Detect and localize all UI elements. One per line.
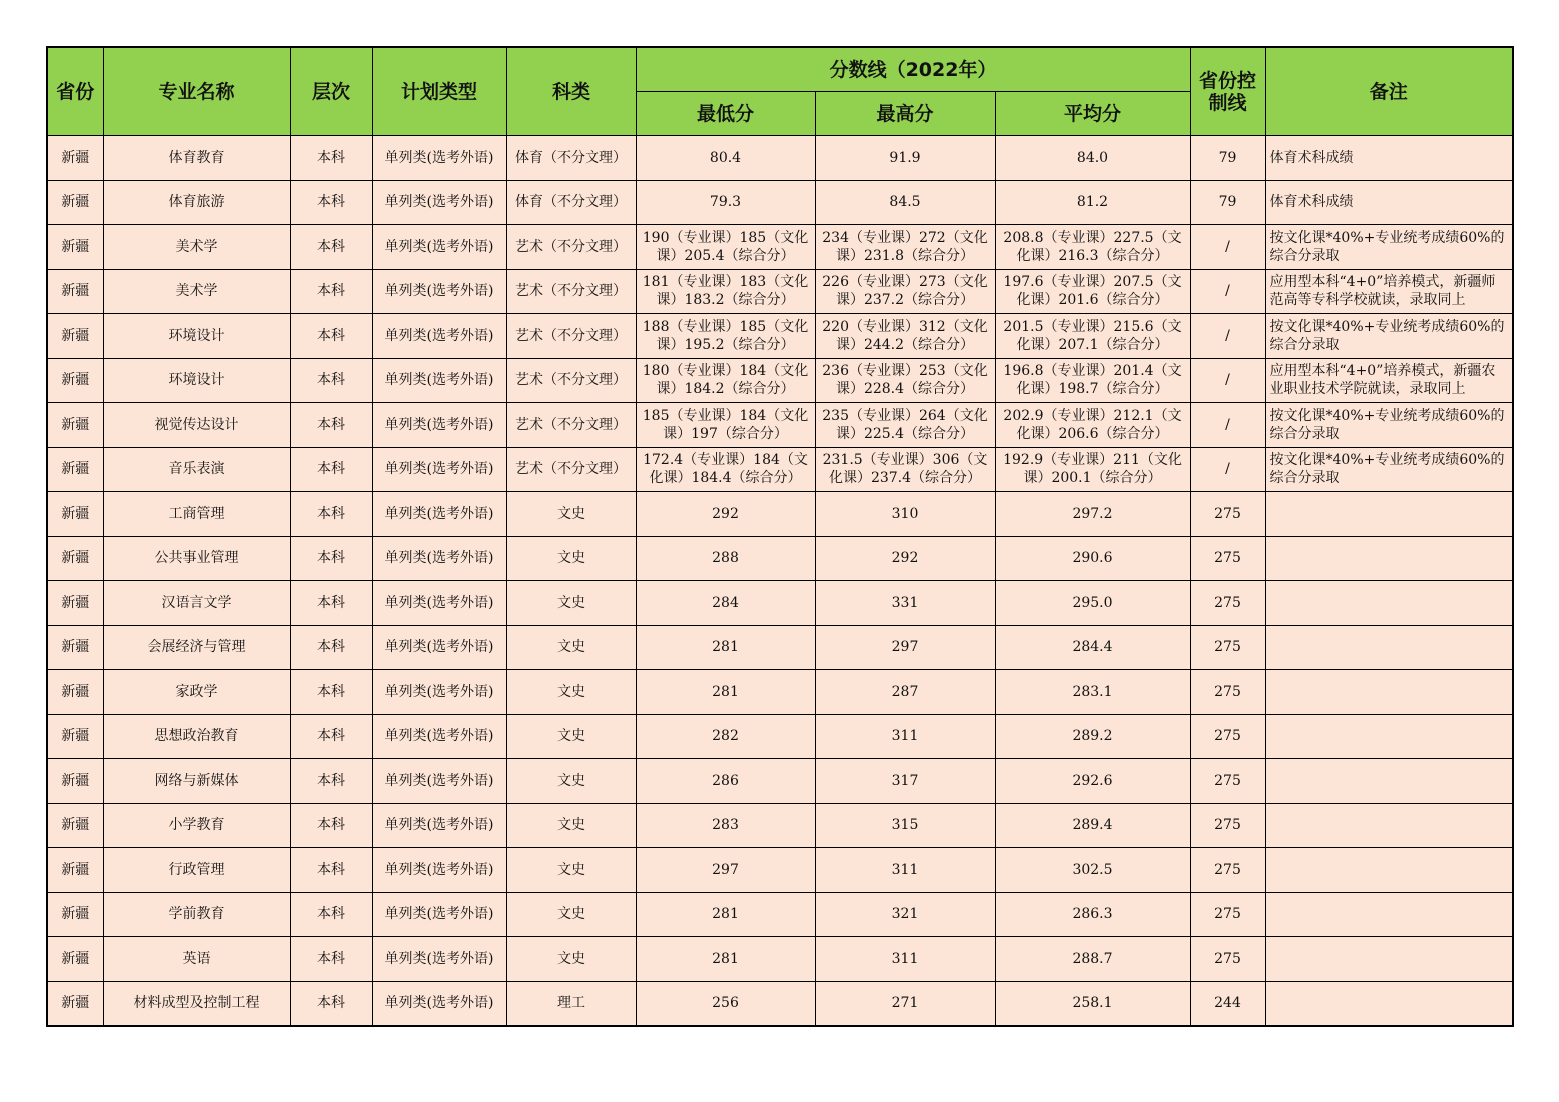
cell-max-score: 315 <box>815 803 995 848</box>
cell-category: 文史 <box>506 581 636 626</box>
cell-level: 本科 <box>290 714 372 759</box>
cell-control-line: 275 <box>1190 581 1265 626</box>
table-row <box>47 314 1513 359</box>
cell-level: 本科 <box>290 536 372 581</box>
cell-category: 文史 <box>506 759 636 804</box>
cell-level: 本科 <box>290 803 372 848</box>
cell-remark <box>1265 759 1513 804</box>
cell-major: 音乐表演 <box>103 447 290 492</box>
cell-province: 新疆 <box>47 892 103 937</box>
table-row <box>47 803 1513 848</box>
table-header <box>47 47 1513 136</box>
cell-level: 本科 <box>290 180 372 225</box>
cell-min-score: 188（专业课）185（文化课）195.2（综合分） <box>636 314 815 359</box>
cell-max-score: 311 <box>815 937 995 982</box>
table-row <box>47 981 1513 1026</box>
cell-category: 艺术（不分文理） <box>506 358 636 403</box>
cell-min-score: 256 <box>636 981 815 1026</box>
cell-avg-score: 283.1 <box>995 670 1190 715</box>
cell-plan-type: 单列类(选考外语) <box>372 269 506 314</box>
cell-category: 艺术（不分文理） <box>506 447 636 492</box>
cell-level: 本科 <box>290 314 372 359</box>
cell-level: 本科 <box>290 403 372 448</box>
cell-control-line: 79 <box>1190 136 1265 181</box>
cell-level: 本科 <box>290 892 372 937</box>
cell-category: 体育（不分文理） <box>506 136 636 181</box>
header-level: 层次 <box>290 47 372 136</box>
cell-avg-score: 289.4 <box>995 803 1190 848</box>
cell-avg-score: 295.0 <box>995 581 1190 626</box>
cell-level: 本科 <box>290 225 372 270</box>
cell-avg-score: 292.6 <box>995 759 1190 804</box>
cell-plan-type: 单列类(选考外语) <box>372 981 506 1026</box>
cell-major: 网络与新媒体 <box>103 759 290 804</box>
cell-control-line: 79 <box>1190 180 1265 225</box>
table-row <box>47 403 1513 448</box>
cell-min-score: 79.3 <box>636 180 815 225</box>
cell-level: 本科 <box>290 625 372 670</box>
cell-min-score: 180（专业课）184（文化课）184.2（综合分） <box>636 358 815 403</box>
cell-avg-score: 290.6 <box>995 536 1190 581</box>
cell-control-line: 275 <box>1190 714 1265 759</box>
cell-plan-type: 单列类(选考外语) <box>372 180 506 225</box>
cell-plan-type: 单列类(选考外语) <box>372 759 506 804</box>
cell-category: 文史 <box>506 492 636 537</box>
cell-avg-score: 81.2 <box>995 180 1190 225</box>
cell-avg-score: 201.5（专业课）215.6（文化课）207.1（综合分） <box>995 314 1190 359</box>
cell-category: 体育（不分文理） <box>506 180 636 225</box>
table-body <box>47 136 1513 1027</box>
cell-plan-type: 单列类(选考外语) <box>372 403 506 448</box>
cell-major: 公共事业管理 <box>103 536 290 581</box>
cell-plan-type: 单列类(选考外语) <box>372 536 506 581</box>
cell-remark: 体育术科成绩 <box>1265 180 1513 225</box>
cell-major: 学前教育 <box>103 892 290 937</box>
cell-province: 新疆 <box>47 136 103 181</box>
cell-level: 本科 <box>290 670 372 715</box>
cell-remark: 应用型本科“4+0”培养模式，新疆师范高等专科学校就读，录取同上 <box>1265 269 1513 314</box>
cell-min-score: 185（专业课）184（文化课）197（综合分） <box>636 403 815 448</box>
cell-level: 本科 <box>290 848 372 893</box>
cell-category: 艺术（不分文理） <box>506 269 636 314</box>
cell-control-line: 275 <box>1190 759 1265 804</box>
cell-level: 本科 <box>290 447 372 492</box>
cell-major: 小学教育 <box>103 803 290 848</box>
cell-major: 视觉传达设计 <box>103 403 290 448</box>
cell-control-line: 275 <box>1190 848 1265 893</box>
cell-province: 新疆 <box>47 447 103 492</box>
cell-avg-score: 286.3 <box>995 892 1190 937</box>
table-row <box>47 269 1513 314</box>
cell-remark <box>1265 848 1513 893</box>
cell-min-score: 284 <box>636 581 815 626</box>
cell-province: 新疆 <box>47 492 103 537</box>
cell-min-score: 288 <box>636 536 815 581</box>
table-row <box>47 848 1513 893</box>
table-row <box>47 492 1513 537</box>
cell-major: 汉语言文学 <box>103 581 290 626</box>
cell-remark <box>1265 714 1513 759</box>
cell-province: 新疆 <box>47 759 103 804</box>
cell-avg-score: 208.8（专业课）227.5（文化课）216.3（综合分） <box>995 225 1190 270</box>
cell-province: 新疆 <box>47 625 103 670</box>
cell-category: 文史 <box>506 714 636 759</box>
cell-major: 体育旅游 <box>103 180 290 225</box>
cell-min-score: 190（专业课）185（文化课）205.4（综合分） <box>636 225 815 270</box>
cell-province: 新疆 <box>47 937 103 982</box>
cell-max-score: 91.9 <box>815 136 995 181</box>
cell-avg-score: 302.5 <box>995 848 1190 893</box>
cell-category: 文史 <box>506 536 636 581</box>
cell-plan-type: 单列类(选考外语) <box>372 892 506 937</box>
cell-min-score: 281 <box>636 892 815 937</box>
cell-category: 文史 <box>506 937 636 982</box>
cell-max-score: 226（专业课）273（文化课）237.2（综合分） <box>815 269 995 314</box>
table-row <box>47 536 1513 581</box>
cell-plan-type: 单列类(选考外语) <box>372 581 506 626</box>
cell-level: 本科 <box>290 937 372 982</box>
cell-control-line: 275 <box>1190 536 1265 581</box>
cell-level: 本科 <box>290 492 372 537</box>
cell-remark <box>1265 581 1513 626</box>
cell-max-score: 311 <box>815 714 995 759</box>
cell-control-line: / <box>1190 403 1265 448</box>
cell-max-score: 84.5 <box>815 180 995 225</box>
cell-province: 新疆 <box>47 714 103 759</box>
cell-control-line: 244 <box>1190 981 1265 1026</box>
table-row <box>47 447 1513 492</box>
header-major: 专业名称 <box>103 47 290 136</box>
header-plan-type: 计划类型 <box>372 47 506 136</box>
header-province: 省份 <box>47 47 103 136</box>
cell-min-score: 283 <box>636 803 815 848</box>
cell-major: 工商管理 <box>103 492 290 537</box>
cell-control-line: 275 <box>1190 492 1265 537</box>
cell-remark <box>1265 937 1513 982</box>
cell-avg-score: 192.9（专业课）211（文化课）200.1（综合分） <box>995 447 1190 492</box>
cell-major: 会展经济与管理 <box>103 625 290 670</box>
header-score-group: 分数线（2022年） <box>636 47 1190 92</box>
cell-max-score: 236（专业课）253（文化课）228.4（综合分） <box>815 358 995 403</box>
table-row <box>47 892 1513 937</box>
cell-max-score: 235（专业课）264（文化课）225.4（综合分） <box>815 403 995 448</box>
cell-remark <box>1265 892 1513 937</box>
cell-max-score: 231.5（专业课）306（文化课）237.4（综合分） <box>815 447 995 492</box>
cell-avg-score: 202.9（专业课）212.1（文化课）206.6（综合分） <box>995 403 1190 448</box>
cell-max-score: 292 <box>815 536 995 581</box>
cell-category: 艺术（不分文理） <box>506 314 636 359</box>
cell-remark: 按文化课*40%+专业统考成绩60%的综合分录取 <box>1265 225 1513 270</box>
cell-province: 新疆 <box>47 314 103 359</box>
cell-major: 材料成型及控制工程 <box>103 981 290 1026</box>
cell-plan-type: 单列类(选考外语) <box>372 225 506 270</box>
cell-major: 美术学 <box>103 225 290 270</box>
cell-province: 新疆 <box>47 803 103 848</box>
cell-control-line: 275 <box>1190 670 1265 715</box>
header-category: 科类 <box>506 47 636 136</box>
cell-max-score: 331 <box>815 581 995 626</box>
cell-min-score: 281 <box>636 937 815 982</box>
cell-level: 本科 <box>290 759 372 804</box>
cell-level: 本科 <box>290 581 372 626</box>
cell-major: 家政学 <box>103 670 290 715</box>
cell-min-score: 286 <box>636 759 815 804</box>
cell-min-score: 281 <box>636 670 815 715</box>
cell-plan-type: 单列类(选考外语) <box>372 937 506 982</box>
cell-min-score: 181（专业课）183（文化课）183.2（综合分） <box>636 269 815 314</box>
cell-avg-score: 258.1 <box>995 981 1190 1026</box>
table-row <box>47 714 1513 759</box>
cell-max-score: 297 <box>815 625 995 670</box>
cell-category: 艺术（不分文理） <box>506 403 636 448</box>
cell-max-score: 287 <box>815 670 995 715</box>
cell-plan-type: 单列类(选考外语) <box>372 714 506 759</box>
cell-province: 新疆 <box>47 981 103 1026</box>
cell-category: 理工 <box>506 981 636 1026</box>
cell-min-score: 80.4 <box>636 136 815 181</box>
cell-remark <box>1265 981 1513 1026</box>
cell-major: 思想政治教育 <box>103 714 290 759</box>
header-max-score: 最高分 <box>815 92 995 136</box>
cell-max-score: 317 <box>815 759 995 804</box>
cell-max-score: 310 <box>815 492 995 537</box>
cell-category: 文史 <box>506 892 636 937</box>
cell-category: 文史 <box>506 625 636 670</box>
cell-province: 新疆 <box>47 358 103 403</box>
cell-min-score: 282 <box>636 714 815 759</box>
cell-remark <box>1265 536 1513 581</box>
header-min-score: 最低分 <box>636 92 815 136</box>
cell-control-line: / <box>1190 314 1265 359</box>
cell-province: 新疆 <box>47 670 103 715</box>
cell-plan-type: 单列类(选考外语) <box>372 670 506 715</box>
cell-max-score: 321 <box>815 892 995 937</box>
cell-major: 行政管理 <box>103 848 290 893</box>
cell-province: 新疆 <box>47 180 103 225</box>
cell-major: 体育教育 <box>103 136 290 181</box>
cell-province: 新疆 <box>47 269 103 314</box>
table-row <box>47 180 1513 225</box>
cell-plan-type: 单列类(选考外语) <box>372 803 506 848</box>
cell-remark <box>1265 625 1513 670</box>
cell-category: 艺术（不分文理） <box>506 225 636 270</box>
cell-province: 新疆 <box>47 536 103 581</box>
cell-control-line: 275 <box>1190 625 1265 670</box>
cell-remark: 按文化课*40%+专业统考成绩60%的综合分录取 <box>1265 314 1513 359</box>
cell-max-score: 220（专业课）312（文化课）244.2（综合分） <box>815 314 995 359</box>
cell-avg-score: 84.0 <box>995 136 1190 181</box>
cell-major: 环境设计 <box>103 314 290 359</box>
cell-control-line: / <box>1190 358 1265 403</box>
cell-avg-score: 197.6（专业课）207.5（文化课）201.6（综合分） <box>995 269 1190 314</box>
cell-max-score: 234（专业课）272（文化课）231.8（综合分） <box>815 225 995 270</box>
cell-min-score: 281 <box>636 625 815 670</box>
table-row <box>47 759 1513 804</box>
table-row <box>47 225 1513 270</box>
cell-plan-type: 单列类(选考外语) <box>372 447 506 492</box>
header-avg-score: 平均分 <box>995 92 1190 136</box>
table-row <box>47 937 1513 982</box>
cell-avg-score: 196.8（专业课）201.4（文化课）198.7（综合分） <box>995 358 1190 403</box>
cell-major: 环境设计 <box>103 358 290 403</box>
cell-remark <box>1265 492 1513 537</box>
cell-level: 本科 <box>290 269 372 314</box>
cell-province: 新疆 <box>47 581 103 626</box>
cell-max-score: 311 <box>815 848 995 893</box>
cell-province: 新疆 <box>47 848 103 893</box>
header-remark: 备注 <box>1265 47 1513 136</box>
cell-major: 英语 <box>103 937 290 982</box>
cell-avg-score: 289.2 <box>995 714 1190 759</box>
cell-level: 本科 <box>290 358 372 403</box>
cell-remark <box>1265 803 1513 848</box>
cell-plan-type: 单列类(选考外语) <box>372 625 506 670</box>
cell-avg-score: 284.4 <box>995 625 1190 670</box>
cell-province: 新疆 <box>47 225 103 270</box>
cell-level: 本科 <box>290 136 372 181</box>
cell-min-score: 292 <box>636 492 815 537</box>
cell-remark: 应用型本科“4+0”培养模式，新疆农业职业技术学院就读，录取同上 <box>1265 358 1513 403</box>
cell-category: 文史 <box>506 848 636 893</box>
cell-plan-type: 单列类(选考外语) <box>372 136 506 181</box>
admission-score-table <box>46 46 1514 1027</box>
cell-control-line: / <box>1190 225 1265 270</box>
cell-control-line: / <box>1190 269 1265 314</box>
cell-min-score: 172.4（专业课）184（文化课）184.4（综合分） <box>636 447 815 492</box>
cell-max-score: 271 <box>815 981 995 1026</box>
cell-plan-type: 单列类(选考外语) <box>372 314 506 359</box>
cell-plan-type: 单列类(选考外语) <box>372 358 506 403</box>
cell-avg-score: 288.7 <box>995 937 1190 982</box>
cell-level: 本科 <box>290 981 372 1026</box>
table-row <box>47 625 1513 670</box>
cell-remark <box>1265 670 1513 715</box>
cell-province: 新疆 <box>47 403 103 448</box>
cell-major: 美术学 <box>103 269 290 314</box>
cell-category: 文史 <box>506 670 636 715</box>
table-row <box>47 670 1513 715</box>
cell-control-line: 275 <box>1190 937 1265 982</box>
table-row <box>47 358 1513 403</box>
cell-remark: 按文化课*40%+专业统考成绩60%的综合分录取 <box>1265 403 1513 448</box>
cell-plan-type: 单列类(选考外语) <box>372 848 506 893</box>
cell-control-line: 275 <box>1190 803 1265 848</box>
cell-min-score: 297 <box>636 848 815 893</box>
table-row <box>47 136 1513 181</box>
cell-control-line: / <box>1190 447 1265 492</box>
table-row <box>47 581 1513 626</box>
cell-plan-type: 单列类(选考外语) <box>372 492 506 537</box>
header-control-line: 省份控制线 <box>1190 47 1265 136</box>
cell-category: 文史 <box>506 803 636 848</box>
cell-remark: 按文化课*40%+专业统考成绩60%的综合分录取 <box>1265 447 1513 492</box>
cell-control-line: 275 <box>1190 892 1265 937</box>
cell-avg-score: 297.2 <box>995 492 1190 537</box>
cell-remark: 体育术科成绩 <box>1265 136 1513 181</box>
